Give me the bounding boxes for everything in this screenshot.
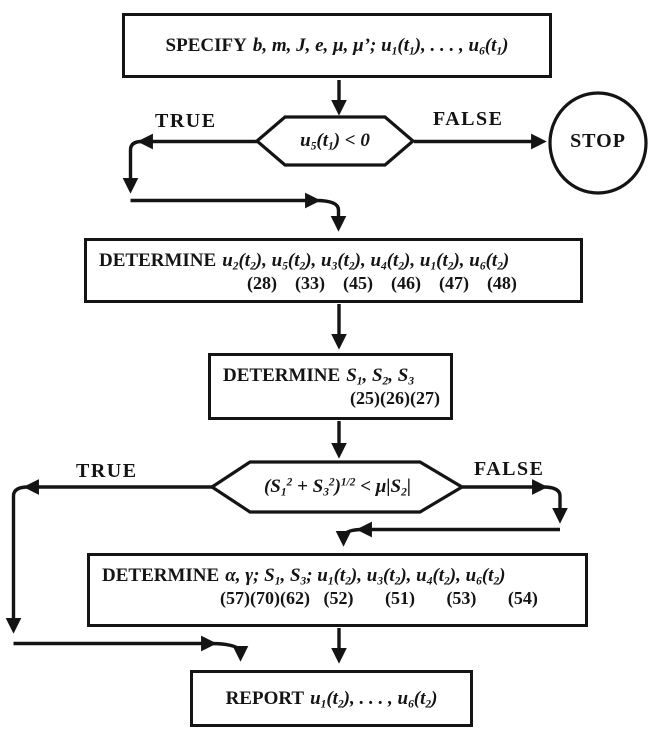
determine-alpha-expression: DETERMINE α, γ; $S_1$, $S_3$; $u_1(t_2)$, $u_3(t_2)$, $u_4(t_2)$, $u_6(t_2)$ xyxy=(102,565,506,588)
specify-box xyxy=(122,13,552,78)
determine-u-box xyxy=(84,238,583,303)
arrow-decision2-false-into-determine3 xyxy=(344,530,362,543)
stop-label: STOP xyxy=(570,130,626,152)
arrow-decision2-true-into-report xyxy=(212,644,241,658)
report-label: REPORT $u_1(t_2)$, . . . , $u_6(t_2)$ xyxy=(225,687,438,710)
determine-s-box xyxy=(208,353,453,420)
decision2-true-label: TRUE xyxy=(76,460,138,482)
decision1-false-label: FALSE xyxy=(433,108,504,130)
determine-u-eq-numbers: (28) (33) (45) (46) (47) (48) xyxy=(247,273,517,293)
arrow-decision1-true-into-determine1 xyxy=(316,201,339,228)
arrow-decision1-true-down xyxy=(131,142,143,190)
decision1-condition: $u_5(t_1) < 0$ xyxy=(300,130,370,153)
determine-alpha-eq-numbers: (57)(70)(62) (52) (51) (53) (54) xyxy=(220,588,538,608)
decision2-false-label: FALSE xyxy=(474,458,545,480)
determine-u-expression: DETERMINE $u_2(t_2)$, $u_5(t_2)$, $u_3(t_2)$, $u_4(t_2)$, $u_1(t_2)$, $u_6(t_2)$ xyxy=(99,250,510,273)
decision1-true-label: TRUE xyxy=(155,110,217,132)
arrow-decision2-true-down xyxy=(14,487,29,629)
determine-s-eq-numbers: (25)(26)(27) xyxy=(350,388,440,408)
determine-alpha-box xyxy=(87,553,588,627)
report-box xyxy=(190,670,473,727)
arrow-decision2-false-down xyxy=(543,487,560,519)
specify-label: SPECIFY b, m, J, e, μ, μ’; $u_1(t_1)$, . . . , $u_6(t_1)$ xyxy=(165,34,509,57)
determine-s-expression: DETERMINE $S_1$, $S_2$, $S_3$ xyxy=(223,365,415,388)
decision2-condition: $(S_1^2 + S_3^2)^{1/2} < \mu|S_2|$ xyxy=(263,476,412,499)
